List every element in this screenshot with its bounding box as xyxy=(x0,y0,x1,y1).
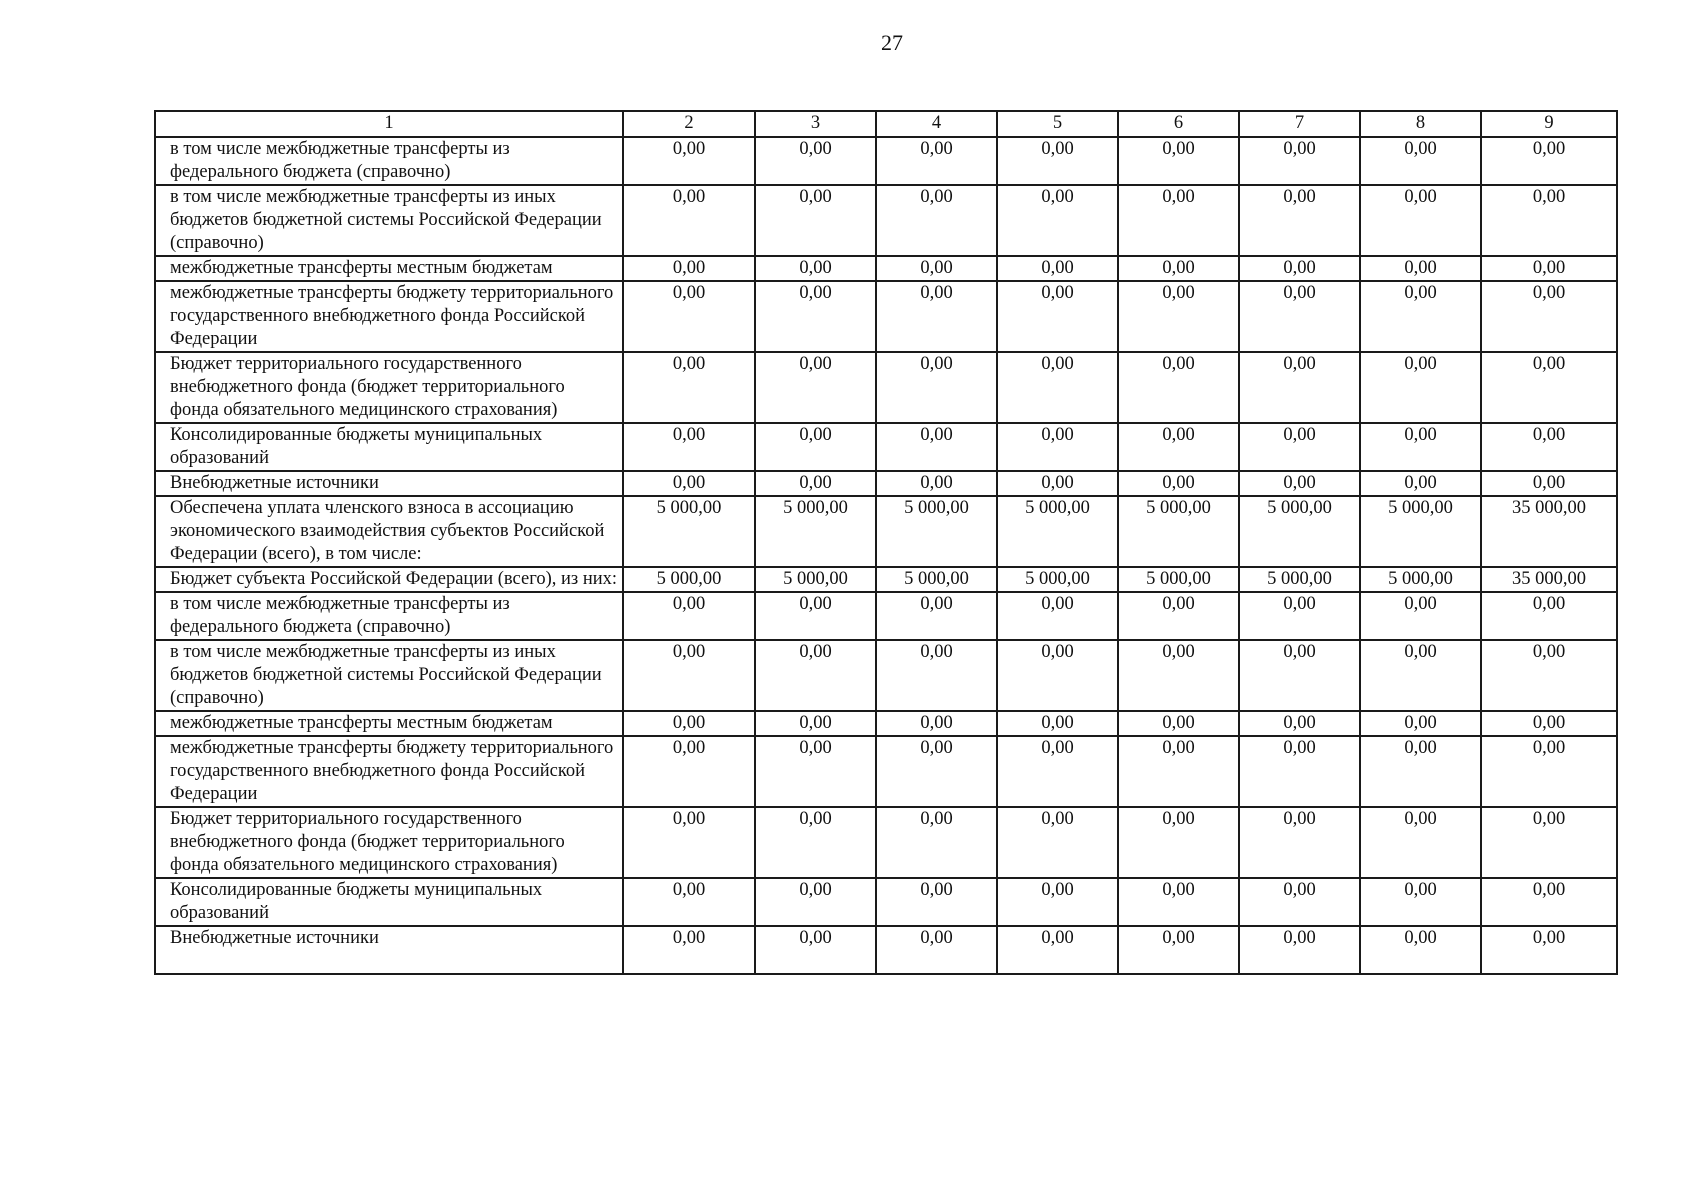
value-cell: 0,00 xyxy=(876,281,997,352)
value-cell: 0,00 xyxy=(1118,423,1239,471)
value-cell: 0,00 xyxy=(1239,640,1360,711)
value-cell: 0,00 xyxy=(623,281,755,352)
value-cell: 0,00 xyxy=(1481,256,1617,281)
column-header: 8 xyxy=(1360,111,1481,137)
value-cell: 0,00 xyxy=(1118,137,1239,185)
value-cell: 0,00 xyxy=(1239,926,1360,974)
value-cell: 0,00 xyxy=(1360,423,1481,471)
value-cell: 5 000,00 xyxy=(876,496,997,567)
value-cell: 0,00 xyxy=(1239,592,1360,640)
table-header xyxy=(155,111,1617,137)
budget-table xyxy=(154,110,1618,975)
column-header: 2 xyxy=(623,111,755,137)
value-cell: 0,00 xyxy=(997,640,1118,711)
value-cell: 0,00 xyxy=(1239,711,1360,736)
value-cell: 0,00 xyxy=(755,281,876,352)
table-row xyxy=(155,137,1617,185)
value-cell: 5 000,00 xyxy=(1239,567,1360,592)
table-row xyxy=(155,640,1617,711)
table-row xyxy=(155,736,1617,807)
value-cell: 5 000,00 xyxy=(1239,496,1360,567)
table-row xyxy=(155,807,1617,878)
row-label: Консолидированные бюджеты муниципальных образований xyxy=(155,423,623,471)
value-cell: 0,00 xyxy=(1239,736,1360,807)
value-cell: 0,00 xyxy=(623,256,755,281)
value-cell: 0,00 xyxy=(1239,281,1360,352)
value-cell: 0,00 xyxy=(997,592,1118,640)
value-cell: 0,00 xyxy=(623,352,755,423)
value-cell: 0,00 xyxy=(623,471,755,496)
value-cell: 0,00 xyxy=(1118,592,1239,640)
value-cell: 0,00 xyxy=(997,281,1118,352)
column-header: 3 xyxy=(755,111,876,137)
value-cell: 0,00 xyxy=(1360,878,1481,926)
value-cell: 5 000,00 xyxy=(1360,496,1481,567)
value-cell: 0,00 xyxy=(1118,807,1239,878)
value-cell: 0,00 xyxy=(1239,185,1360,256)
value-cell: 0,00 xyxy=(755,352,876,423)
value-cell: 0,00 xyxy=(1481,736,1617,807)
value-cell: 0,00 xyxy=(1360,471,1481,496)
value-cell: 0,00 xyxy=(1481,640,1617,711)
value-cell: 0,00 xyxy=(755,926,876,974)
value-cell: 0,00 xyxy=(876,807,997,878)
value-cell: 0,00 xyxy=(876,137,997,185)
value-cell: 0,00 xyxy=(876,592,997,640)
row-label: в том числе межбюджетные трансферты из федерального бюджета (справочно) xyxy=(155,592,623,640)
row-label: Бюджет территориального государственного внебюджетного фонда (бюджет территориального фонда обязательного медицинского страхования) xyxy=(155,352,623,423)
value-cell: 5 000,00 xyxy=(1118,567,1239,592)
table-row xyxy=(155,592,1617,640)
row-label: в том числе межбюджетные трансферты из иных бюджетов бюджетной системы Российской Федерации (справочно) xyxy=(155,640,623,711)
value-cell: 0,00 xyxy=(1360,640,1481,711)
value-cell: 35 000,00 xyxy=(1481,567,1617,592)
value-cell: 0,00 xyxy=(1239,471,1360,496)
value-cell: 0,00 xyxy=(997,137,1118,185)
value-cell: 5 000,00 xyxy=(623,496,755,567)
value-cell: 0,00 xyxy=(876,256,997,281)
value-cell: 0,00 xyxy=(755,256,876,281)
value-cell: 0,00 xyxy=(997,878,1118,926)
value-cell: 0,00 xyxy=(623,736,755,807)
value-cell: 0,00 xyxy=(1481,471,1617,496)
value-cell: 0,00 xyxy=(997,185,1118,256)
value-cell: 0,00 xyxy=(876,352,997,423)
value-cell: 0,00 xyxy=(1360,352,1481,423)
value-cell: 0,00 xyxy=(1481,281,1617,352)
value-cell: 0,00 xyxy=(623,640,755,711)
table-row xyxy=(155,496,1617,567)
value-cell: 0,00 xyxy=(1239,352,1360,423)
value-cell: 0,00 xyxy=(876,471,997,496)
value-cell: 0,00 xyxy=(1118,736,1239,807)
value-cell: 0,00 xyxy=(997,352,1118,423)
value-cell: 5 000,00 xyxy=(1118,496,1239,567)
value-cell: 0,00 xyxy=(1118,352,1239,423)
value-cell: 0,00 xyxy=(1239,137,1360,185)
value-cell: 0,00 xyxy=(1481,137,1617,185)
row-label: межбюджетные трансферты бюджету территориального государственного внебюджетного фонда Российской Федерации xyxy=(155,736,623,807)
value-cell: 0,00 xyxy=(997,736,1118,807)
value-cell: 0,00 xyxy=(1481,926,1617,974)
value-cell: 0,00 xyxy=(755,640,876,711)
value-cell: 5 000,00 xyxy=(623,567,755,592)
column-header: 6 xyxy=(1118,111,1239,137)
column-header: 9 xyxy=(1481,111,1617,137)
value-cell: 0,00 xyxy=(1118,471,1239,496)
table-row xyxy=(155,352,1617,423)
value-cell: 5 000,00 xyxy=(755,567,876,592)
value-cell: 0,00 xyxy=(1481,185,1617,256)
value-cell: 0,00 xyxy=(1239,256,1360,281)
value-cell: 0,00 xyxy=(876,423,997,471)
value-cell: 0,00 xyxy=(623,423,755,471)
value-cell: 0,00 xyxy=(755,592,876,640)
value-cell: 0,00 xyxy=(997,256,1118,281)
row-label: в том числе межбюджетные трансферты из федерального бюджета (справочно) xyxy=(155,137,623,185)
row-label: межбюджетные трансферты местным бюджетам xyxy=(155,711,623,736)
value-cell: 0,00 xyxy=(755,137,876,185)
value-cell: 0,00 xyxy=(997,471,1118,496)
value-cell: 5 000,00 xyxy=(997,496,1118,567)
value-cell: 0,00 xyxy=(623,926,755,974)
table-row xyxy=(155,878,1617,926)
column-header: 5 xyxy=(997,111,1118,137)
value-cell: 0,00 xyxy=(755,878,876,926)
value-cell: 0,00 xyxy=(1360,256,1481,281)
value-cell: 0,00 xyxy=(1118,281,1239,352)
header-row xyxy=(155,111,1617,137)
page-number: 27 xyxy=(881,30,903,55)
value-cell: 0,00 xyxy=(1360,807,1481,878)
value-cell: 0,00 xyxy=(876,878,997,926)
table-row xyxy=(155,256,1617,281)
value-cell: 0,00 xyxy=(1360,926,1481,974)
value-cell: 0,00 xyxy=(1360,137,1481,185)
value-cell: 0,00 xyxy=(755,185,876,256)
value-cell: 0,00 xyxy=(997,807,1118,878)
value-cell: 0,00 xyxy=(1360,736,1481,807)
value-cell: 0,00 xyxy=(1481,807,1617,878)
row-label: межбюджетные трансферты местным бюджетам xyxy=(155,256,623,281)
column-header: 4 xyxy=(876,111,997,137)
table-row xyxy=(155,471,1617,496)
value-cell: 0,00 xyxy=(623,137,755,185)
value-cell: 0,00 xyxy=(876,736,997,807)
row-label: Консолидированные бюджеты муниципальных образований xyxy=(155,878,623,926)
value-cell: 0,00 xyxy=(1481,423,1617,471)
row-label: Внебюджетные источники xyxy=(155,471,623,496)
value-cell: 0,00 xyxy=(1360,711,1481,736)
value-cell: 0,00 xyxy=(1481,711,1617,736)
value-cell: 0,00 xyxy=(1118,878,1239,926)
value-cell: 0,00 xyxy=(1239,807,1360,878)
column-header: 1 xyxy=(155,111,623,137)
value-cell: 0,00 xyxy=(755,736,876,807)
value-cell: 0,00 xyxy=(1118,926,1239,974)
row-label: Обеспечена уплата членского взноса в ассоциацию экономического взаимодействия субъектов Российской Федерации (всего), в том числе: xyxy=(155,496,623,567)
value-cell: 5 000,00 xyxy=(997,567,1118,592)
table-body xyxy=(155,137,1617,974)
value-cell: 0,00 xyxy=(755,423,876,471)
value-cell: 0,00 xyxy=(1118,185,1239,256)
value-cell: 0,00 xyxy=(1481,878,1617,926)
value-cell: 0,00 xyxy=(755,471,876,496)
table-row xyxy=(155,423,1617,471)
value-cell: 0,00 xyxy=(623,878,755,926)
value-cell: 0,00 xyxy=(1360,185,1481,256)
value-cell: 0,00 xyxy=(623,711,755,736)
value-cell: 0,00 xyxy=(876,185,997,256)
table-row xyxy=(155,711,1617,736)
value-cell: 35 000,00 xyxy=(1481,496,1617,567)
column-header: 7 xyxy=(1239,111,1360,137)
row-label: Внебюджетные источники xyxy=(155,926,623,974)
value-cell: 0,00 xyxy=(1481,592,1617,640)
value-cell: 0,00 xyxy=(755,807,876,878)
value-cell: 0,00 xyxy=(755,711,876,736)
value-cell: 0,00 xyxy=(1481,352,1617,423)
value-cell: 5 000,00 xyxy=(755,496,876,567)
value-cell: 0,00 xyxy=(623,807,755,878)
row-label: в том числе межбюджетные трансферты из иных бюджетов бюджетной системы Российской Федерации (справочно) xyxy=(155,185,623,256)
value-cell: 0,00 xyxy=(1118,640,1239,711)
value-cell: 0,00 xyxy=(623,185,755,256)
value-cell: 5 000,00 xyxy=(1360,567,1481,592)
table-row xyxy=(155,926,1617,974)
value-cell: 0,00 xyxy=(997,423,1118,471)
value-cell: 0,00 xyxy=(876,711,997,736)
row-label: межбюджетные трансферты бюджету территориального государственного внебюджетного фонда Российской Федерации xyxy=(155,281,623,352)
table-row xyxy=(155,185,1617,256)
table-row xyxy=(155,281,1617,352)
value-cell: 0,00 xyxy=(1239,878,1360,926)
value-cell: 0,00 xyxy=(876,926,997,974)
value-cell: 0,00 xyxy=(1239,423,1360,471)
table-row xyxy=(155,567,1617,592)
value-cell: 5 000,00 xyxy=(876,567,997,592)
value-cell: 0,00 xyxy=(1360,281,1481,352)
value-cell: 0,00 xyxy=(1118,256,1239,281)
row-label: Бюджет территориального государственного внебюджетного фонда (бюджет территориального фонда обязательного медицинского страхования) xyxy=(155,807,623,878)
value-cell: 0,00 xyxy=(1360,592,1481,640)
value-cell: 0,00 xyxy=(997,926,1118,974)
value-cell: 0,00 xyxy=(623,592,755,640)
row-label: Бюджет субъекта Российской Федерации (всего), из них: xyxy=(155,567,623,592)
value-cell: 0,00 xyxy=(876,640,997,711)
value-cell: 0,00 xyxy=(997,711,1118,736)
value-cell: 0,00 xyxy=(1118,711,1239,736)
